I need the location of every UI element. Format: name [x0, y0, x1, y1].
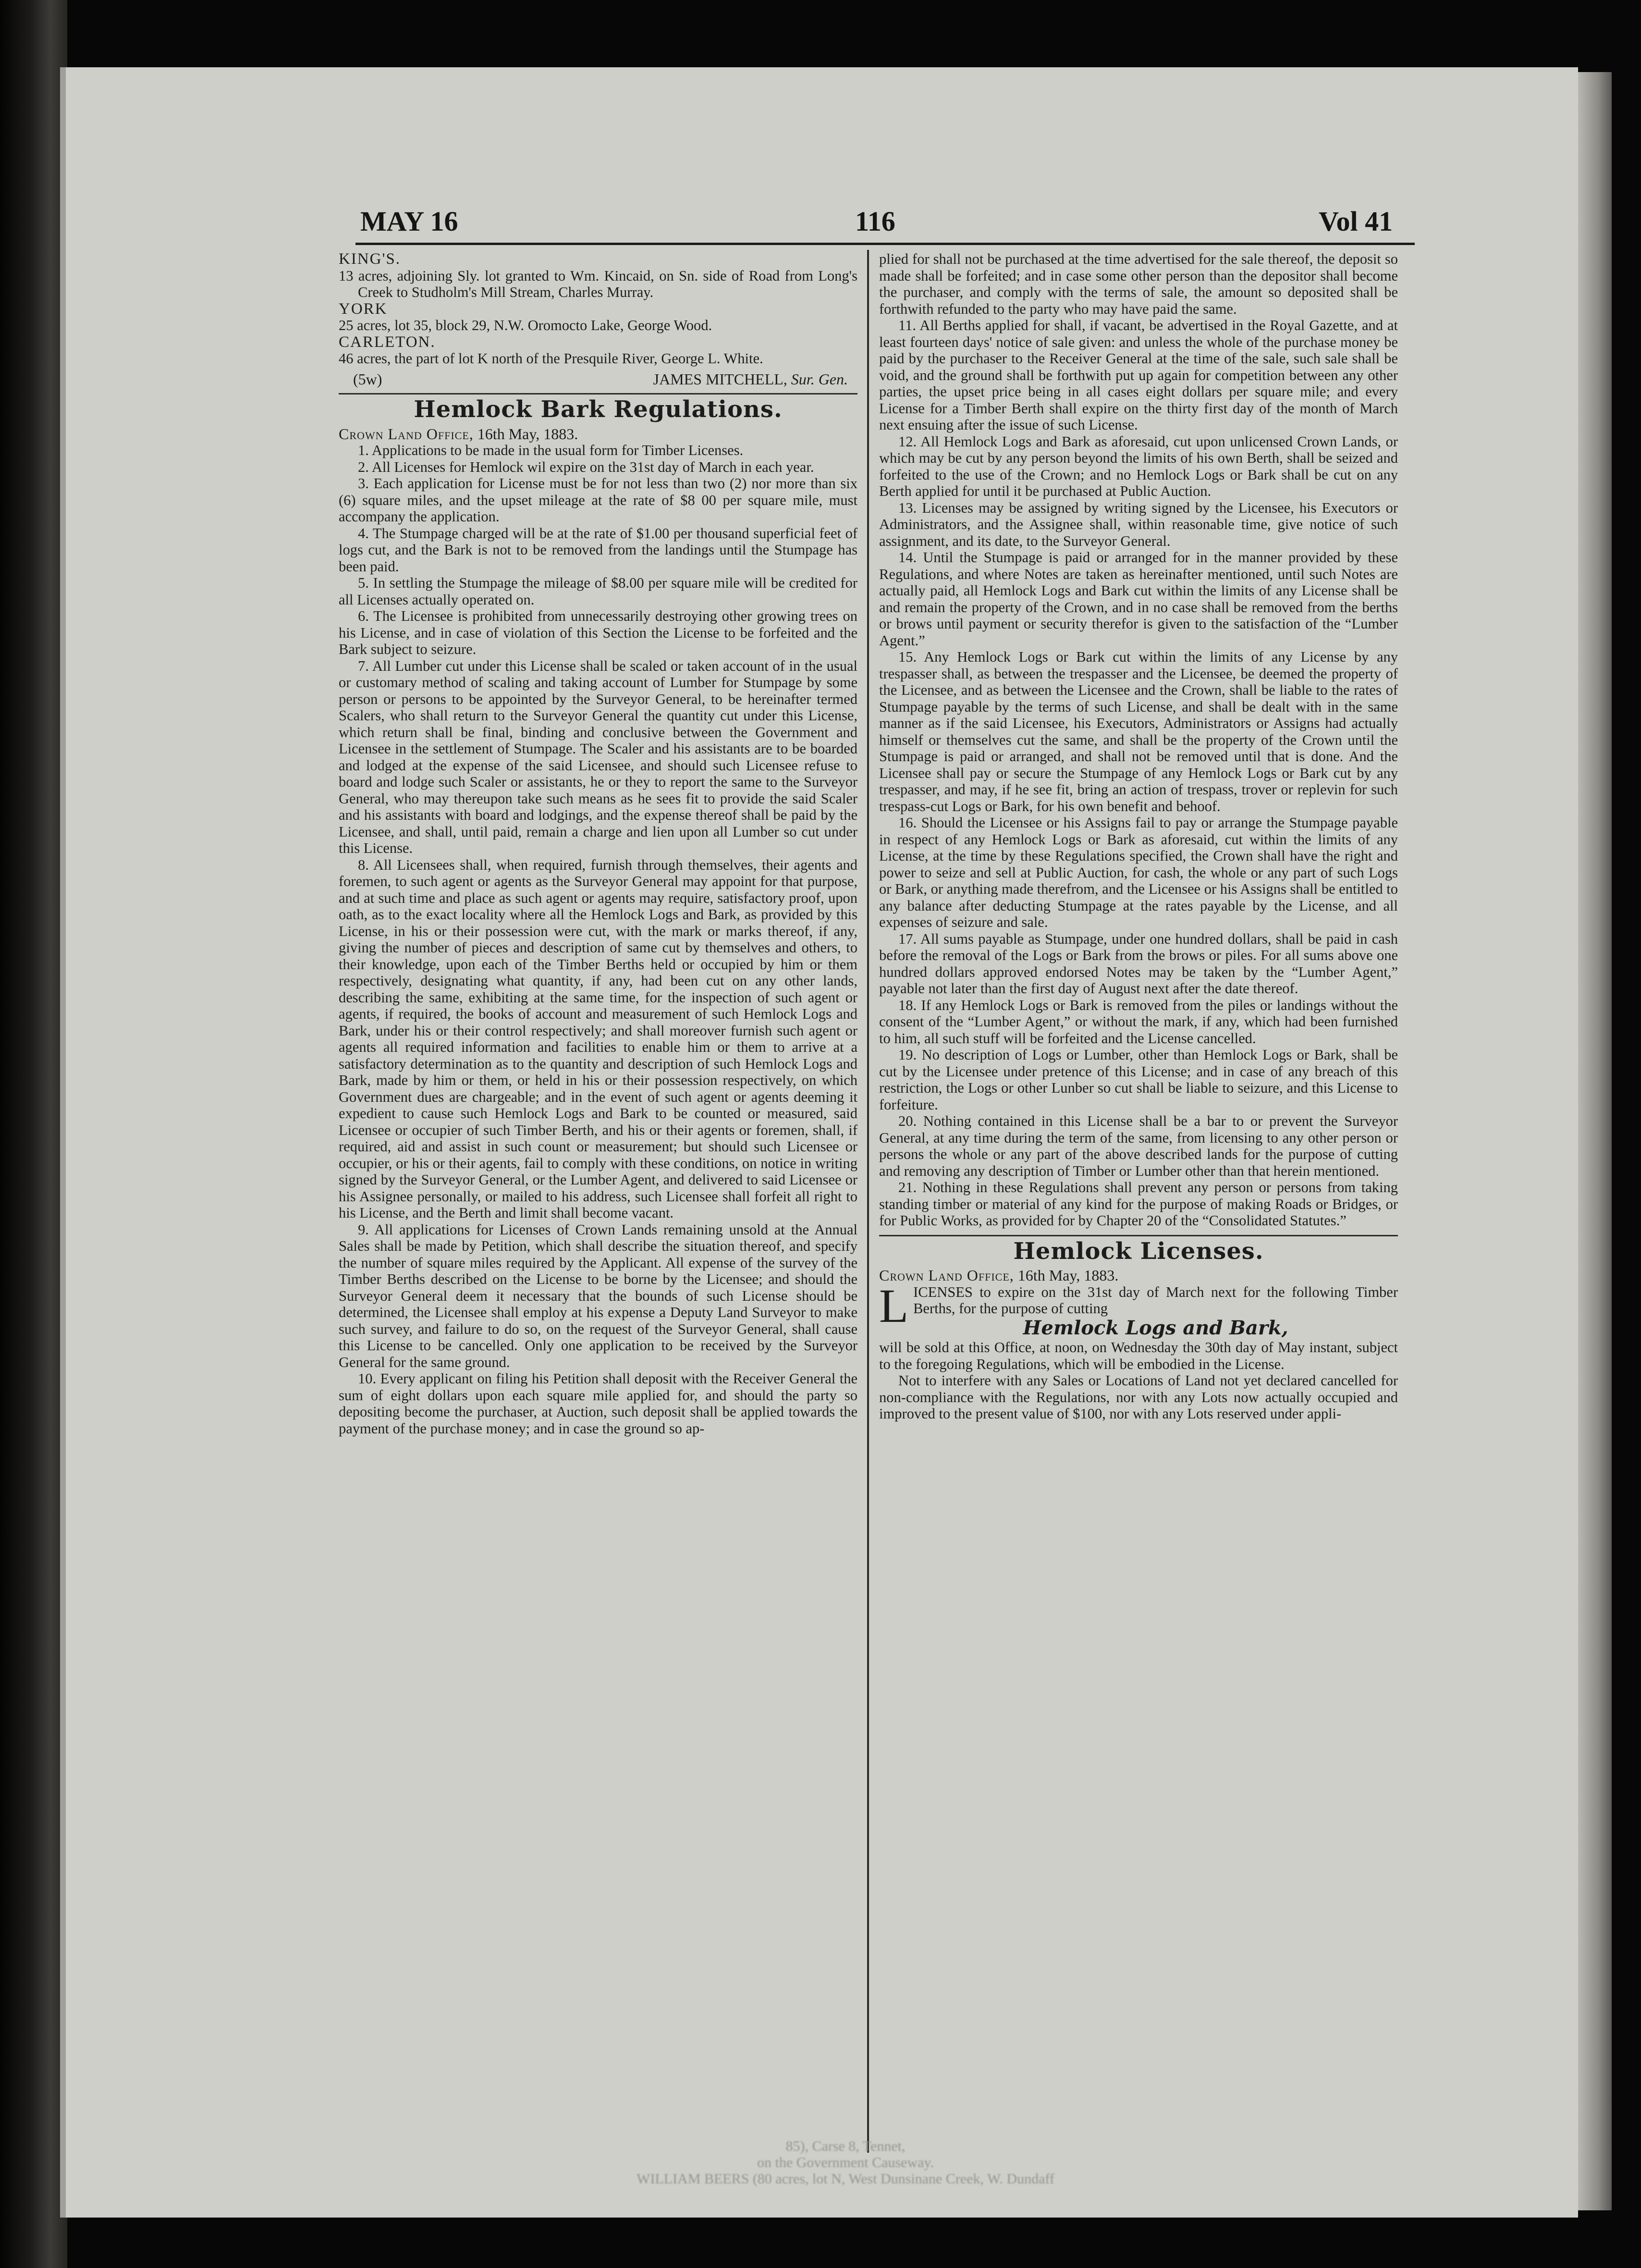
drop-cap: L: [879, 1279, 909, 1332]
regulation-paragraph: plied for shall not be purchased at the time advertised for the sale thereof, the deposit so made shall be forfeited; and in case some other person than the depositor shall become the purchaser, and comply with the terms of sale, the amount so deposited shall be forthwith refunded to the party who may have paid the same.: [879, 251, 1398, 317]
header-volume: Vol 41: [1319, 205, 1393, 237]
regulation-paragraph: 16. Should the Licensee or his Assigns fail to pay or arrange the Stumpage payable in respect of any Hemlock Logs or Bark as aforesaid, cut within the limits of any License, at the time by these Regulations specified, the Crown shall have the right and power to seize and sell at Public Auction, for cash, the whole or any part of such Logs or Bark, or anything made therefrom, and the Licensee or his Assigns shall be entitled to any balance after deducting Stumpage at the rates payable by the License, and all expenses of seizure and sale.: [879, 814, 1398, 930]
header-rule: [355, 243, 1415, 245]
office-date: 16th May, 1883.: [477, 425, 578, 443]
regulation-paragraph: 18. If any Hemlock Logs or Bark is removed from the piles or landings without the consent of the “Lumber Agent,” or without the mark, if any, which had been furnished to him, all such stuff will be forfeited and the License cancelled.: [879, 997, 1398, 1047]
sale-notice: will be sold at this Office, at noon, on Wednesday the 30th day of May instant, subject to the foregoing Regulations, which will be embodied in the License.: [879, 1339, 1398, 1372]
regulation-paragraph: 6. The Licensee is prohibited from unnecessarily destroying other growing trees on his License, and in case of violation of this Section the License to be forfeited and the Bark subject to seizure.: [339, 608, 857, 657]
bleed-through-text: [293, 2138, 1398, 2187]
column-rule: [867, 250, 869, 2153]
county-name: YORK: [339, 300, 388, 318]
intro-text: ICENSES to expire on the 31st day of March next for the following Timber Berths, for the purpose of cutting: [913, 1283, 1398, 1317]
left-column: [339, 251, 857, 2154]
regulation-paragraph: 4. The Stumpage charged will be at the rate of $1.00 per thousand superficial feet of logs cut, and the Bark is not to be removed from the landings until the Stumpage has been paid.: [339, 525, 857, 575]
regulation-paragraph: 2. All Licenses for Hemlock wil expire on the 31st day of March in each year.: [358, 458, 814, 475]
right-column: [879, 251, 1398, 2154]
licenses-heading: Hemlock Licenses.: [879, 1235, 1398, 1260]
header-date: MAY 16: [360, 205, 458, 237]
regulations-heading: Hemlock Bark Regulations.: [339, 393, 857, 418]
bleed-line: WILLIAM BEERS (80 acres, lot N, West Dunsinane Creek, W. Dundaff: [637, 2171, 1054, 2187]
county-name: CARLETON.: [339, 333, 436, 351]
regulation-paragraph: 10. Every applicant on filing his Petition shall deposit with the Receiver General the sum of eight dollars upon each square mile applied for, and should the party so depositing become the purchaser, at Auction, such deposit shall be applied towards the payment of the purchase money; and in case the ground so ap-: [339, 1370, 857, 1437]
regulation-paragraph: 15. Any Hemlock Logs or Bark cut within the limits of any License by any trespasser shall, as between the trespasser and the Licensee, be deemed the property of the Licensee, and as between the Licensee and the Crown, shall be liable to the rates of Stumpage payable by the terms of such License, and shall be dealt with in the same manner as if the said Licensee, his Executors, Administrators or Assigns had actually himself or themselves cut the same, and shall be the property of the Crown until the Stumpage is paid or arranged, and shall not be removed until that is done. And the Licensee shall pay or secure the Stumpage of any Hemlock Logs or Bark cut by any trespasser, and may, if he see fit, bring an action of trespass, trover or replevin for such trespass-cut Logs or Bark, for his own benefit and behoof.: [879, 649, 1398, 814]
lot-entry: 46 acres, the part of lot K north of the Presquile River, George L. White.: [339, 350, 763, 367]
signatory-title: Sur. Gen.: [791, 370, 848, 388]
county-entry: [339, 334, 857, 367]
county-entry: [339, 301, 857, 334]
regulations-dateline: [339, 426, 857, 443]
office-name: Crown Land Office,: [339, 425, 474, 443]
book-binding: [0, 0, 67, 2268]
signatory: [653, 371, 848, 388]
regulation-paragraph: 7. All Lumber cut under this License shall be scaled or taken account of in the usual or customary method of scaling and taking account of Lumber for Stumpage by some person or persons to be appointed by the Surveyor General, to be hereinafter termed Scalers, who shall return to the Surveyor General the quantity cut under this License, which return shall be final, binding and conclusive between the Government and Licensee in the settlement of Stumpage. The Scaler and his assistants are to be boarded and lodged at the expense of the said Licensee, and should such Licensee refuse to board and lodge such Scaler or assistants, he or they to report the same to the Surveyor General, who may thereupon take such means as he sees fit to provide the said Scaler and his assistants with board and lodgings, and the expense thereof shall be paid by the Licensee, and shall, until paid, remain a charge and lien upon all Lumber so cut under this License.: [339, 657, 857, 856]
lot-entry: 25 acres, lot 35, block 29, N.W. Oromocto Lake, George Wood.: [339, 317, 712, 333]
regulation-paragraph: 19. No description of Logs or Lumber, other than Hemlock Logs or Bark, shall be cut by the Licensee under pretence of this License; and in case of any breach of this restriction, the Logs or other Lunber so cut shall be liable to seizure, and this License to forfeiture.: [879, 1047, 1398, 1113]
bleed-line: 85), Carse 8, Tennet,: [785, 2138, 906, 2154]
regulation-paragraph: 13. Licenses may be assigned by writing signed by the Licensee, his Executors or Administrators, and the Assignee shall, within reasonable time, give notice of such assignment, and its date, to the Surveyor General.: [879, 499, 1398, 549]
regulation-paragraph: 3. Each application for License must be for not less than two (2) nor more than six (6) square miles, and the upset mileage at the rate of $8 00 per square mile, must accompany the application.: [339, 475, 857, 525]
regulation-paragraph: 12. All Hemlock Logs and Bark as aforesaid, cut upon unlicensed Crown Lands, or which may be cut by any person beyond the limits of his own Berth, shall be seized and forfeited to the use of the Crown; and no Hemlock Logs or Bark shall be cut on any Berth applied for until it be purchased at Public Auction.: [879, 433, 1398, 499]
lot-entry: 13 acres, adjoining Sly. lot granted to Wm. Kincaid, on Sn. side of Road from Long's Creek to Studholm's Mill Stream, Charles Murray.: [339, 267, 857, 300]
insertion-mark: (5w): [353, 370, 382, 388]
bleed-line: on the Government Causeway.: [757, 2155, 934, 2170]
office-date: 16th May, 1883.: [1017, 1267, 1119, 1284]
regulation-paragraph: 8. All Licensees shall, when required, furnish through themselves, their agents and foremen, to such agent or agents as the Surveyor General may appoint for that purpose, and at such time and place as such agent or agents may require, satisfactory proof, upon oath, as to the exact locality where all the Hemlock Logs and Bark, as provided by this License, in his or their possession were cut, with the mark or marks thereof, if any, giving the number of pieces and description of same cut by themselves and others, to their knowledge, upon each of the Timber Berths held or occupied by him or them respectively, designating what quantity, if any, had been cut on any other lands, describing the same, exhibiting at the same time, for the inspection of such agent or agents, if required, the books of account and measurement of such Hemlock Logs and Bark, under his or their control respectively; and shall moreover furnish such agent or agents all required information and facilities to enable him or them to arrive at a satisfactory determination as to the quantity and description of such Hemlock Logs and Bark, made by him or them, or held in his or their possession respectively, on which Government dues are chargeable; and in the event of such agent or agents deeming it expedient to cause such Hemlock Logs and Bark to be counted or measured, said Licensee or occupier of such Timber Berth, and his or their agents or foremen, shall, if required, aid and assist in such count or measurement; but should such Licensee or occupier, or his or their agents, fail to comply with these conditions, on notice in writing signed by the Surveyor General, or the Lumber Agent, and delivered to said Licensee or his Assignee personally, or mailed to his address, such Licensee shall forfeit all right to his License, and the Berth and limit shall become vacant.: [339, 856, 857, 1221]
regulation-paragraph: 9. All applications for Licenses of Crown Lands remaining unsold at the Annual Sales shall be made by Petition, which shall describe the situation thereof, and specify the number of square miles required by the Applicant. All expense of the survey of the Timber Berths described on the License to be borne by the Licensee; and should the Surveyor General deem it necessary that the bounds of such License should be determined, the Licensee shall employ at his expense a Deputy Land Surveyor to make such survey, and failure to do so, on the request of the Surveyor General, shall cause this License to be cancelled. Only one application to be received by the Surveyor General for the same ground.: [339, 1221, 857, 1370]
closing-paragraph: Not to interfere with any Sales or Locations of Land not yet declared cancelled for non-compliance with the Regulations, nor with any Lots now actually occupied and improved to the present value of $100, nor with any Lots reserved under appli-: [879, 1372, 1398, 1422]
signature-line: [339, 371, 857, 388]
office-name: Crown Land Office,: [879, 1267, 1014, 1284]
county-entry: [339, 251, 857, 301]
regulation-paragraph: 21. Nothing in these Regulations shall prevent any person or persons from taking standing timber or material of any kind for the purpose of making Roads or Bridges, or for Public Works, as provided for by Chapter 20 of the “Consolidated Statutes.”: [879, 1179, 1398, 1229]
county-name: KING'S.: [339, 251, 401, 268]
licenses-dateline: [879, 1267, 1398, 1284]
page-edge-shadow: [1578, 72, 1612, 2210]
regulation-paragraph: 14. Until the Stumpage is paid or arranged for in the manner provided by these Regulations, and where Notes are taken as hereinafter mentioned, until such Notes are actually paid, all Hemlock Logs and Bark cut within the limits of any License shall be and remain the property of the Crown, and in no case shall be removed from the berths or brows until payment or security therefor is given to the satisfaction of the “Lumber Agent.”: [879, 549, 1398, 649]
regulation-paragraph: 5. In settling the Stumpage the mileage of $8.00 per square mile will be credited for all Licenses actually operated on.: [339, 575, 857, 608]
signatory-name: JAMES MITCHELL,: [653, 370, 787, 388]
regulation-paragraph: 1. Applications to be made in the usual form for Timber Licenses.: [358, 442, 744, 458]
header-page-number: 116: [855, 205, 895, 237]
regulation-paragraph: 20. Nothing contained in this License shall be a bar to or prevent the Surveyor General, at any time during the term of the same, from licensing to any other person or persons the whole or any part of the above described lands for the purpose of cutting and removing any description of Timber or Lumber other than that herein mentioned.: [879, 1113, 1398, 1179]
regulation-paragraph: 17. All sums payable as Stumpage, under one hundred dollars, shall be paid in cash before the removal of the Logs or Bark from the brows or piles. For all sums above one hundred dollars approved endorsed Notes may be taken by the “Lumber Agent,” payable not later than the first day of August next after the date thereof.: [879, 930, 1398, 997]
regulation-paragraph: 11. All Berths applied for shall, if vacant, be advertised in the Royal Gazette, and at least fourteen days' notice of sale given: and unless the whole of the purchase money be paid by the purchaser to the Receiver General at the time of the sale, such sale shall be void, and the ground shall be forthwith put up again for competition between any other parties, the upset price being in all cases eight dollars per square mile; and every License for a Timber Berth shall expire on the thirty first day of the month of March next ensuing after the issue of such License.: [879, 317, 1398, 433]
licenses-subheading: Hemlock Logs and Bark,: [1023, 1316, 1288, 1339]
